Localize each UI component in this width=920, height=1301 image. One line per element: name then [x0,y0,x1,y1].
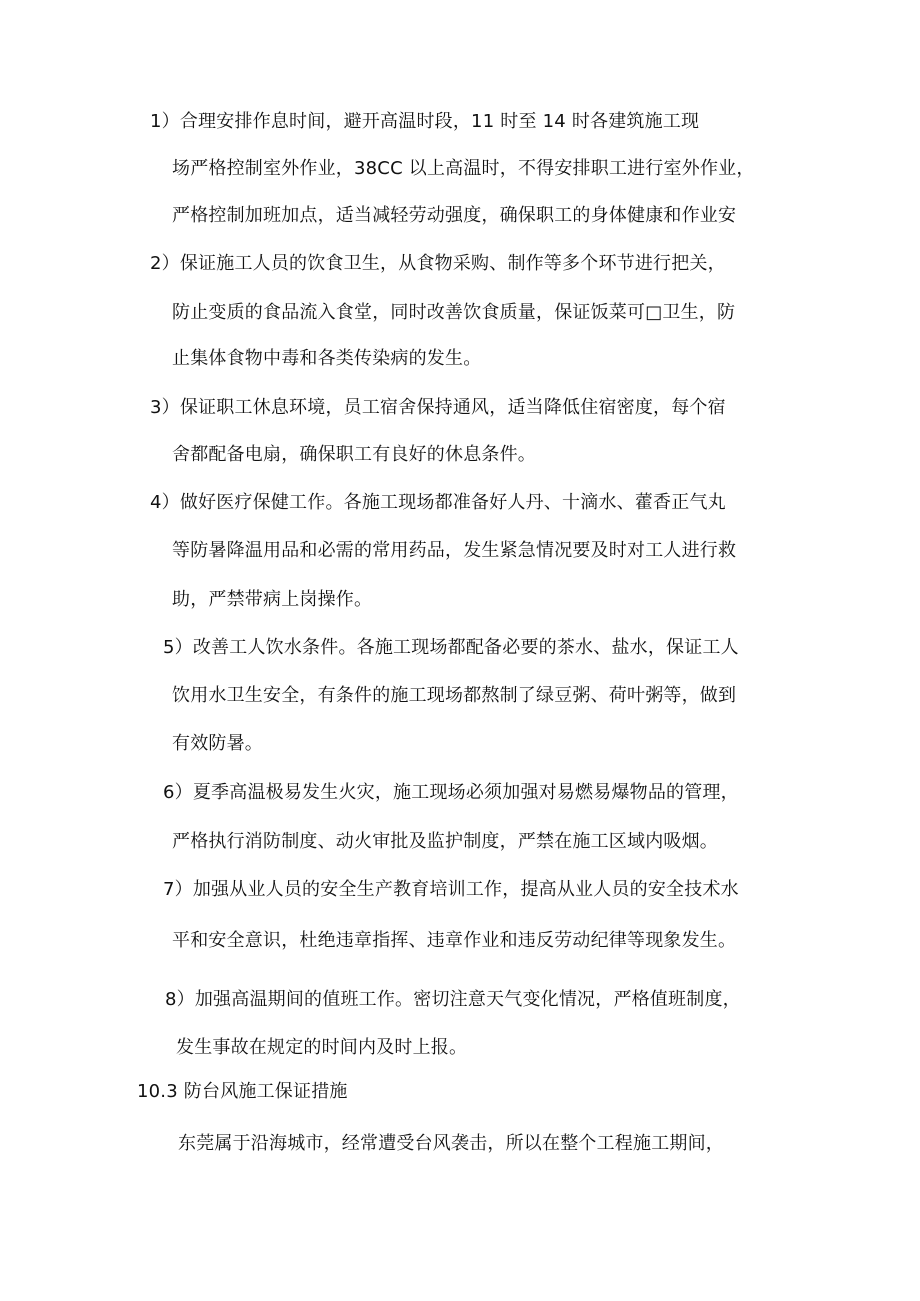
item-5-line-3: 有效防暑。 [172,733,263,754]
item-8-line-2: 发生事故在规定的时间内及时上报。 [176,1037,468,1058]
item-4-line-1: 4）做好医疗保健工作。各施工现场都准备好人丹、十滴水、藿香正气丸 [150,492,726,513]
item-4-line-3: 助，严禁带病上岗操作。 [172,589,373,610]
item-5-line-1: 5）改善工人饮水条件。各施工现场都配备必要的茶水、盐水，保证工人 [163,637,739,658]
item-6-line-1: 6）夏季高温极易发生火灾，施工现场必须加强对易燃易爆物品的管理， [163,782,739,803]
section-paragraph-line-1: 东莞属于沿海城市，经常遭受台风袭击，所以在整个工程施工期间， [178,1133,724,1154]
item-8-line-1: 8）加强高温期间的值班工作。密切注意天气变化情况，严格值班制度， [165,989,741,1010]
item-3-line-2: 舍都配备电扇，确保职工有良好的休息条件。 [172,444,536,465]
item-1-line-2: 场严格控制室外作业，38CC 以上高温时，不得安排职工进行室外作业， [172,158,755,179]
item-1-line-1: 1）合理安排作息时间，避开高温时段，11 时至 14 时各建筑施工现 [150,111,700,132]
item-2-line-1: 2）保证施工人员的饮食卫生，从食物采购、制作等多个环节进行把关， [150,253,726,274]
item-1-line-3: 严格控制加班加点，适当减轻劳动强度，确保职工的身体健康和作业安 [172,205,737,226]
item-4-line-2: 等防暑降温用品和必需的常用药品，发生紧急情况要及时对工人进行救 [172,540,737,561]
item-5-line-2: 饮用水卫生安全，有条件的施工现场都熬制了绿豆粥、荷叶粥等，做到 [172,685,737,706]
item-2-line-2: 防止变质的食品流入食堂，同时改善饮食质量，保证饭菜可□卫生，防 [172,302,736,323]
item-7-line-2: 平和安全意识，杜绝违章指挥、违章作业和违反劳动纪律等现象发生。 [172,930,737,951]
item-7-line-1: 7）加强从业人员的安全生产教育培训工作，提高从业人员的安全技术水 [163,879,739,900]
section-heading: 10.3 防台风施工保证措施 [137,1081,348,1102]
item-6-line-2: 严格执行消防制度、动火审批及监护制度，严禁在施工区域内吸烟。 [172,831,718,852]
item-3-line-1: 3）保证职工休息环境，员工宿舍保持通风，适当降低住宿密度，每个宿 [150,397,726,418]
item-2-line-3: 止集体食物中毒和各类传染病的发生。 [172,348,482,369]
